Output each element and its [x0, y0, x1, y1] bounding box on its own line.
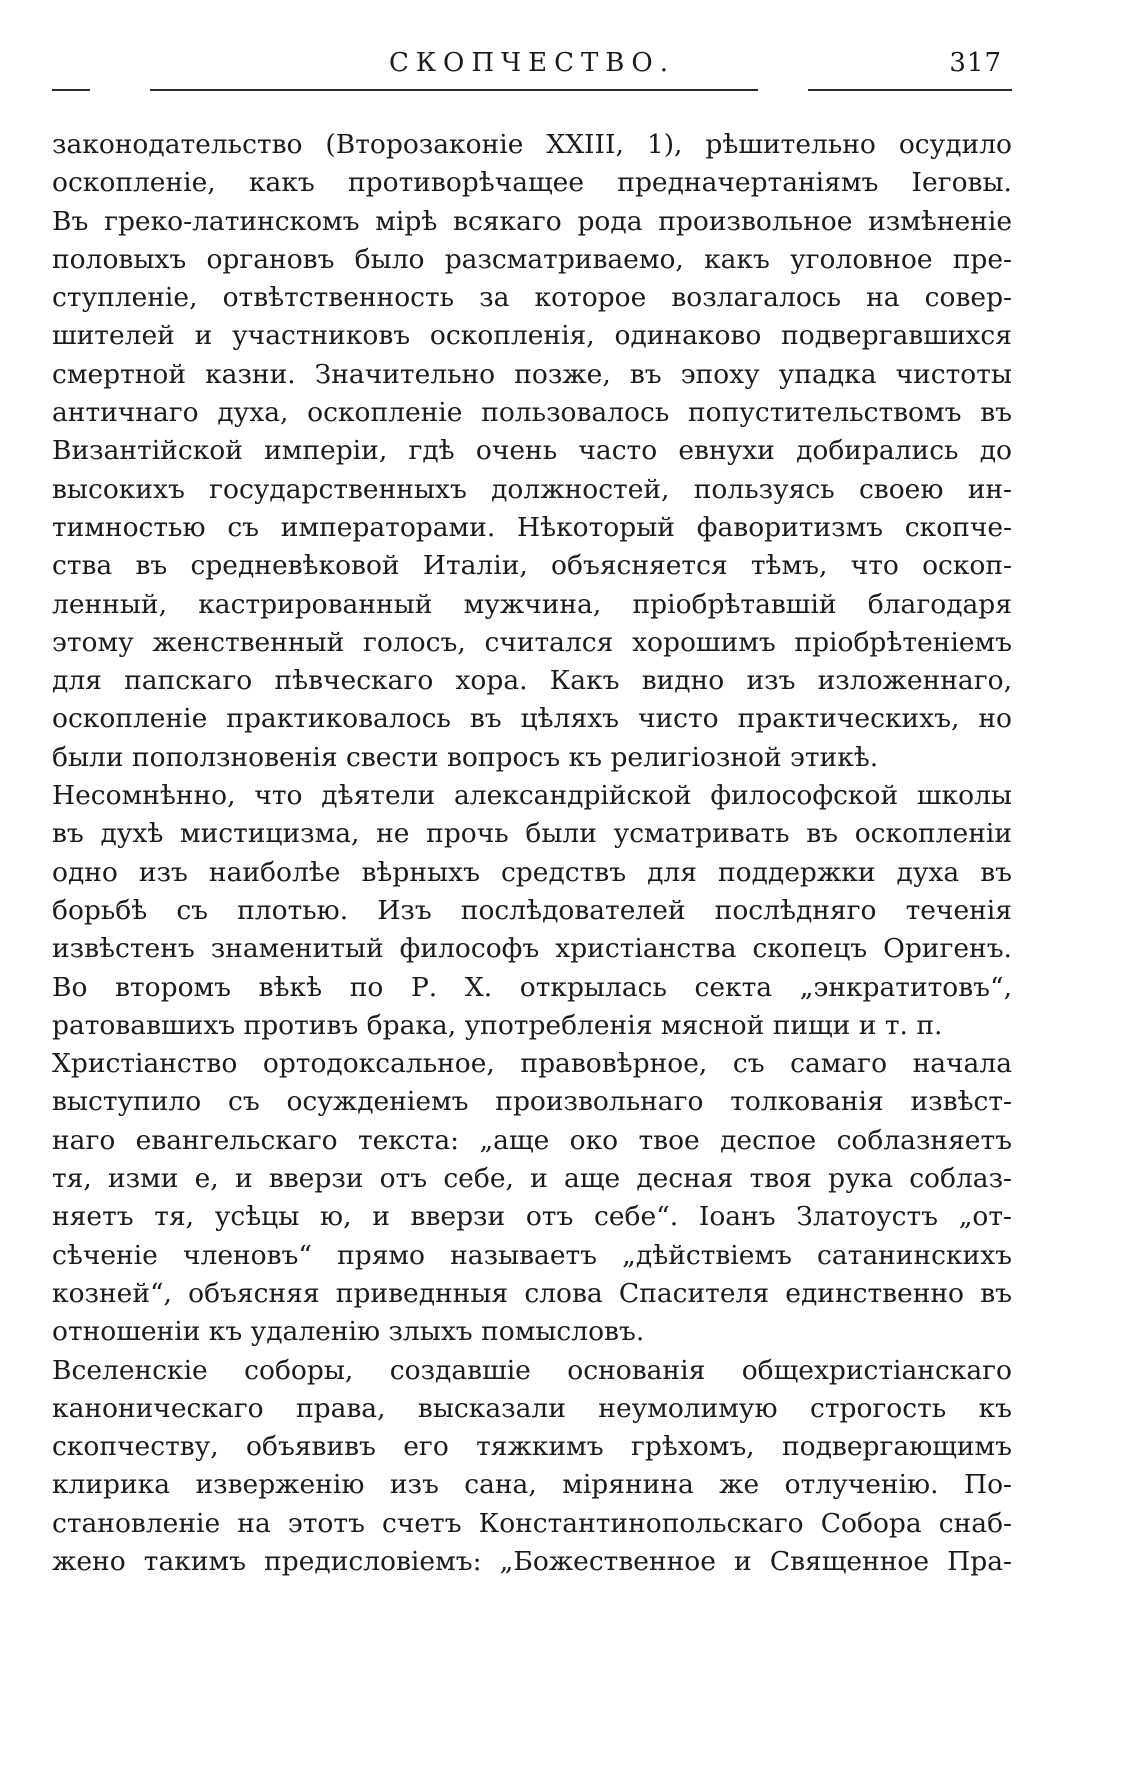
header-rule-middle	[150, 89, 758, 91]
text-line: Во второмъ вѣкѣ по Р. Х. открылась секта „энкратитовъ“,	[52, 971, 1012, 1003]
text-line: становленіе на этотъ счетъ Константинопольскаго Собора снаб-	[52, 1507, 1012, 1539]
text-line: жено такимъ предисловіемъ: „Божественное и Священное Пра-	[52, 1545, 1012, 1577]
text-line: клирика изверженію изъ сана, мірянина же отлученію. По-	[52, 1469, 1012, 1501]
text-line: шителей и участниковъ оскопленія, одинаково подвергавшихся	[52, 320, 1012, 352]
text-line: выступило съ осужденіемъ произвольнаго толкованія извѣст-	[52, 1086, 1012, 1118]
text-line: въ духѣ мистицизма, не прочь были усматривать въ оскопленіи	[52, 818, 1012, 850]
text-line: ства въ средневѣковой Италіи, объясняется тѣмъ, что оскоп-	[52, 550, 1012, 582]
text-line: козней“, объясняя приведнныя слова Спасителя единственно въ	[52, 1277, 1012, 1309]
text-line: для папскаго пѣвческаго хора. Какъ видно изъ изложеннаго,	[52, 665, 1012, 697]
text-line: ступленіе, отвѣтственность за которое возлагалось на совер-	[52, 282, 1012, 314]
paragraph-3	[52, 1045, 1012, 1351]
text-line: Вселенскіе соборы, создавшіе основанія общехристіанскаго	[52, 1354, 1012, 1386]
text-line: ратовавшихъ противъ брака, употребленія мясной пищи и т. п.	[52, 1009, 943, 1041]
text-line: Въ греко-латинскомъ мірѣ всякаго рода произвольное измѣненіе	[52, 205, 1012, 237]
running-title: СКОПЧЕСТВО.	[388, 48, 675, 78]
paragraph-2	[52, 777, 1012, 1045]
running-header	[52, 46, 1012, 86]
text-line: наго евангельскаго текста: „аще око твое деспое соблазняетъ	[52, 1124, 1012, 1156]
text-line: высокихъ государственныхъ должностей, пользуясь своею ин-	[52, 473, 1012, 505]
paragraph-1	[52, 126, 1012, 777]
text-line: отношеніи къ удаленію злыхъ помысловъ.	[52, 1316, 645, 1348]
text-line: Христіанство ортодоксальное, правовѣрное, съ самаго начала	[52, 1048, 1012, 1080]
text-line: скопчеству, объявивъ его тяжкимъ грѣхомъ, подвергающимъ	[52, 1431, 1012, 1463]
text-line: няетъ тя, усѣцы ю, и вверзи отъ себе“. Іоанъ Златоустъ „от-	[52, 1201, 1012, 1233]
text-line: извѣстенъ знаменитый философъ христіанства скопецъ Оригенъ.	[52, 933, 1012, 965]
body-text	[52, 126, 1012, 1581]
text-line: Несомнѣнно, что дѣятели александрійской философской школы	[52, 780, 1012, 812]
text-line: этому женственный голосъ, считался хорошимъ пріобрѣтеніемъ	[52, 626, 1012, 658]
text-line: Византійской имперіи, гдѣ очень часто евнухи добирались до	[52, 435, 1012, 467]
paragraph-4	[52, 1352, 1012, 1582]
header-rule-right	[808, 89, 1012, 91]
text-line: сѣченіе членовъ“ прямо называетъ „дѣйствіемъ сатанинскихъ	[52, 1239, 1012, 1271]
text-line: оскопленіе, какъ противорѣчащее предначертаніямъ Іеговы.	[52, 167, 1012, 199]
text-line: законодательство (Второзаконіе XXIII, 1), рѣшительно осудило	[52, 129, 1012, 160]
text-line: борьбѣ съ плотью. Изъ послѣдователей послѣдняго теченія	[52, 894, 1012, 926]
text-line: оскопленіе практиковалось въ цѣляхъ чисто практическихъ, но	[52, 703, 1012, 735]
text-line: были поползновенія свести вопросъ къ религіозной этикѣ.	[52, 741, 879, 773]
text-line: тимностью съ императорами. Нѣкоторый фаворитизмъ скопче-	[52, 511, 1012, 543]
text-line: ленный, кастрированный мужчина, пріобрѣтавшій благодаря	[52, 588, 1012, 620]
text-line: смертной казни. Значительно позже, въ эпоху упадка чистоты	[52, 358, 1012, 390]
text-line: каноническаго права, высказали неумолимую строгость къ	[52, 1392, 1012, 1424]
header-rule-left	[52, 89, 90, 91]
text-line: половыхъ органовъ было разсматриваемо, какъ уголовное пре-	[52, 243, 1012, 275]
text-line: античнаго духа, оскопленіе пользовалось попустительствомъ въ	[52, 397, 1012, 429]
text-line: тя, изми е, и вверзи отъ себе, и аще десная твоя рука соблаз-	[52, 1163, 1012, 1195]
page-number: 317	[949, 48, 1002, 78]
text-line: одно изъ наиболѣе вѣрныхъ средствъ для поддержки духа въ	[52, 856, 1012, 888]
